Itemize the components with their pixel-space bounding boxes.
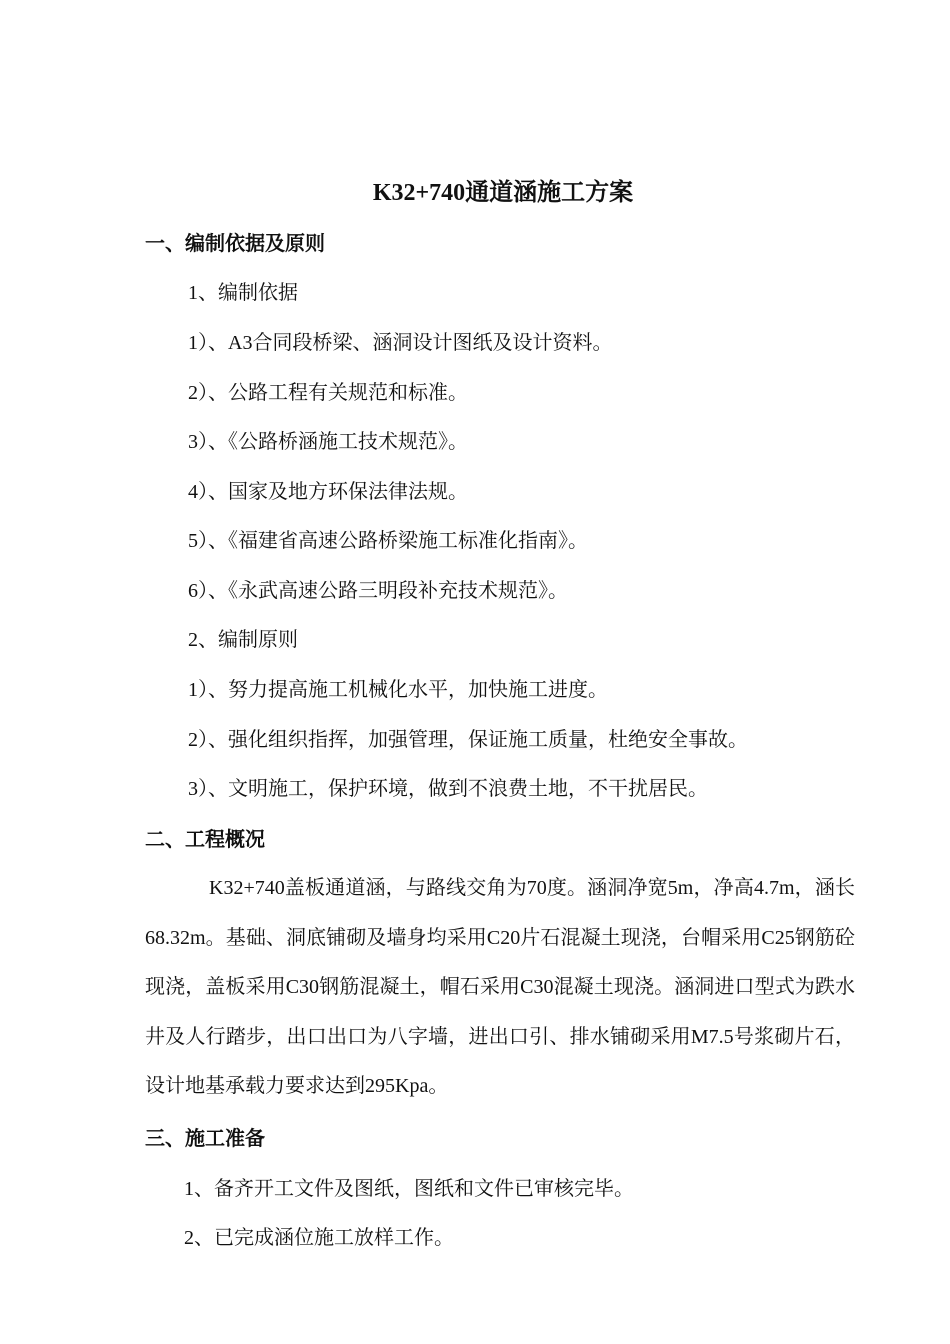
principle-item-1: 1）、努力提高施工机械化水平，加快施工进度。 (188, 679, 608, 701)
basis-item-2: 2）、公路工程有关规范和标准。 (188, 382, 468, 404)
section-heading-3: 三、施工准备 (145, 1128, 265, 1150)
document-title: K32+740通道涵施工方案 (372, 180, 634, 206)
basis-item-6: 6）、《永武高速公路三明段补充技术规范》。 (188, 580, 568, 602)
basis-item-5: 5）、《福建省高速公路桥梁施工标准化指南》。 (188, 530, 588, 552)
prep-item-1: 1、备齐开工文件及图纸，图纸和文件已审核完毕。 (184, 1178, 634, 1200)
section-heading-1: 一、编制依据及原则 (145, 233, 325, 255)
principle-item-2: 2）、强化组织指挥，加强管理，保证施工质量，杜绝安全事故。 (188, 729, 748, 751)
principle-item-3: 3）、文明施工，保护环境，做到不浪费土地，不干扰居民。 (188, 778, 708, 800)
basis-item-4: 4）、国家及地方环保法律法规。 (188, 481, 468, 503)
subsection-label-principles: 2、编制原则 (188, 629, 298, 651)
basis-item-1: 1）、A3合同段桥梁、涵洞设计图纸及设计资料。 (188, 332, 613, 354)
subsection-label-basis: 1、编制依据 (188, 282, 298, 304)
section-heading-2: 二、工程概况 (145, 829, 265, 851)
project-overview-paragraph: K32+740盖板通道涵，与路线交角为70度。涵洞净宽5m，净高4.7m，涵长68.32m。基础、洞底铺砌及墙身均采用C20片石混凝土现浇，台帽采用C25钢筋砼现浇，盖板采用C30钢筋混凝土，帽石采用C30混凝土现浇。涵洞进口型式为跌水井及人行踏步，出口出口为八字墙，进出口引、排水铺砌采用M7.5号浆砌片石，设计地基承载力要求达到295Kpa。 (145, 877, 855, 1098)
prep-item-2: 2、已完成涵位施工放样工作。 (184, 1227, 454, 1249)
basis-item-3: 3）、《公路桥涵施工技术规范》。 (188, 431, 468, 453)
